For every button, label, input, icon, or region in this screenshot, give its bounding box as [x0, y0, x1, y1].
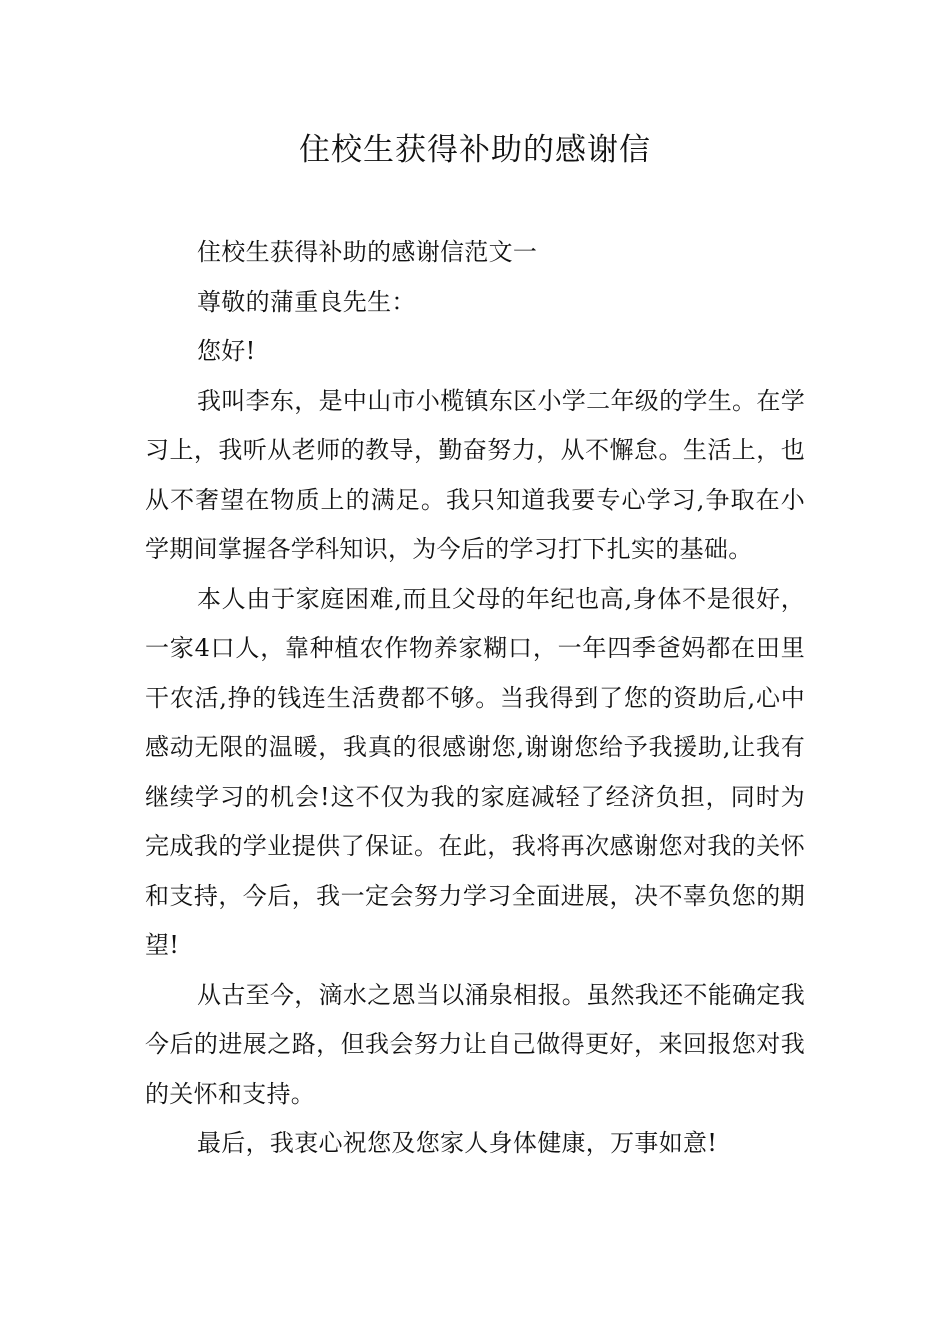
paragraph-salutation: 尊敬的蒲重良先生： — [197, 287, 416, 316]
document-body — [145, 228, 805, 1169]
paragraph-closing-wishes: 最后，我衷心祝您及您家人身体健康，万事如意! — [197, 1129, 718, 1157]
paragraph-heading: 住校生获得补助的感谢信范文一 — [197, 238, 538, 266]
paragraph-introduction: 我叫李东，是中山市小榄镇东区小学二年级的学生。在学习上，我听从老师的教导，勤奋努力，从不懈怠。生活上，也从不奢望在物质上的满足。我只知道我要专心学习,争取在小学期间掌握各学科知识，为今后的学习打下扎实的基础。 — [145, 386, 805, 563]
document-title: 住校生获得补助的感谢信 — [299, 132, 651, 168]
paragraph-greeting: 您好! — [197, 337, 256, 365]
paragraph-family-situation: 本人由于家庭困难,而且父母的年纪也高,身体不是很好，一家4口人，靠种植农作物养家糊口，一年四季爸妈都在田里干农活,挣的钱连生活费都不够。当我得到了您的资助后,心中感动无限的温暖，我真的很感谢您,谢谢您给予我援助,让我有继续学习的机会!这不仅为我的家庭减轻了经济负担，同时为完成我的学业提供了保证。在此，我将再次感谢您对我的关怀和支持，今后，我一定会努力学习全面进展，决不辜负您的期望! — [145, 584, 805, 959]
paragraph-gratitude: 从古至今，滴水之恩当以涌泉相报。虽然我还不能确定我今后的进展之路，但我会努力让自己做得更好，来回报您对我的关怀和支持。 — [145, 980, 805, 1108]
